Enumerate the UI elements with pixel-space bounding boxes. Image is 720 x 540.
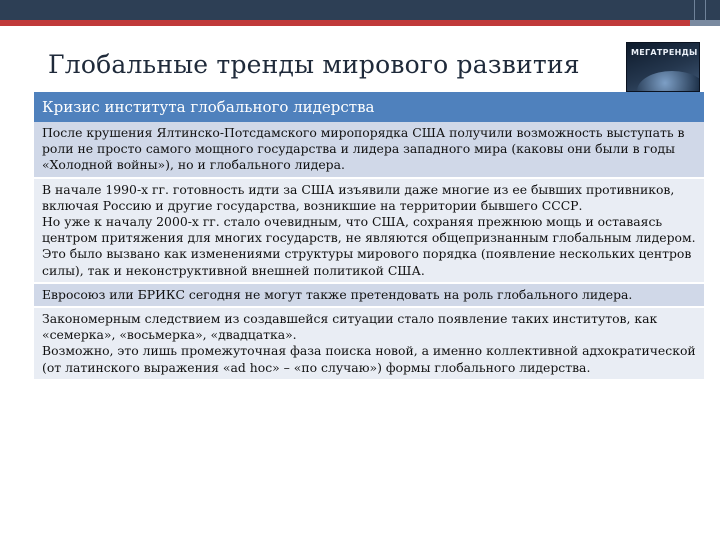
top-red-stripe [0,20,690,26]
top-dark-stripe [0,0,720,20]
megatrends-logo [626,42,700,92]
content-table [34,92,704,381]
row-paragraph: В начале 1990-х гг. готовность идти за США изъявили даже многие из ее бывших противников, включая Россию и другие государства, возникшие на территории бывшего СССР. [42,181,675,213]
row-paragraph: После крушения Ялтинско-Потсдамского миропорядка США получили возможность выступать в роли не просто самого мощного государства и лидера западного мира (каковы они были в годы «Холодной войны»), но и глобального лидера. [42,125,685,173]
slide-title: Глобальные тренды мирового развития [48,50,580,79]
table-header: Кризис института глобального лидерства [34,92,704,122]
table-row [34,179,704,284]
top-decorative-band [0,0,720,22]
row-paragraph: Но уже к началу 2000-х гг. стало очевидным, что США, сохраняя прежнюю мощь и оставаясь центром притяжения для многих государств, не являются общепризнанным глобальным лидером. [42,214,696,246]
top-grey-stripe [690,20,720,26]
row-paragraph: Это было вызвано как изменениями структуры мирового порядка (появление нескольких центров силы), так и неконструктивной внешней политикой США. [42,246,692,278]
logo-text: МЕГАТРЕНДЫ [631,48,698,57]
table-row [34,284,704,308]
row-paragraph: Евросоюз или БРИКС сегодня не могут также претендовать на роль глобального лидера. [42,286,633,302]
table-row [34,122,704,179]
globe-icon [637,71,700,92]
table-row [34,308,704,381]
row-paragraph: Закономерным следствием из создавшейся ситуации стало появление таких институтов, как «семерка», «восьмерка», «двадцатка». [42,311,658,343]
row-paragraph: Возможно, это лишь промежуточная фаза поиска новой, а именно коллективной адхократической (от латинского выражения «ad hoc» – «по случаю») формы глобального лидерства. [42,343,696,375]
top-band-lines [694,0,706,20]
